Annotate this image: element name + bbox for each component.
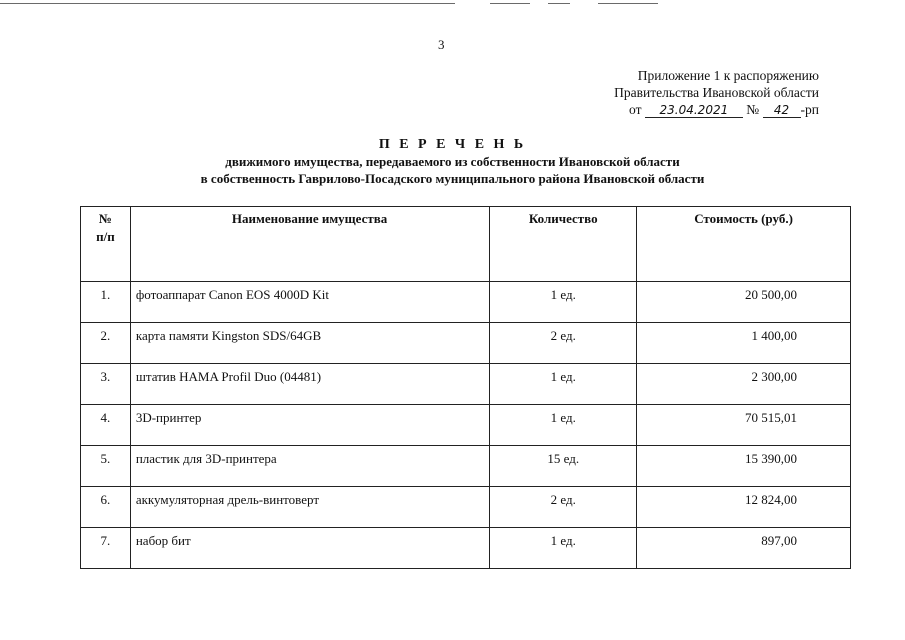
- row-name: фотоаппарат Canon EOS 4000D Kit: [130, 282, 490, 323]
- row-number: 1.: [81, 282, 131, 323]
- table-row: [81, 364, 851, 405]
- row-cost: 70 515,01: [637, 405, 851, 446]
- row-name: штатив HAMA Profil Duo (04481): [130, 364, 490, 405]
- scan-artifact-line: [490, 3, 530, 4]
- from-label: от: [629, 102, 642, 117]
- page-number: 3: [438, 37, 445, 52]
- header-number: [81, 207, 131, 282]
- appendix-block: [614, 67, 819, 118]
- number-label: №: [746, 102, 760, 117]
- row-number: 6.: [81, 487, 131, 528]
- row-quantity: 1 ед.: [490, 364, 637, 405]
- table-row: [81, 282, 851, 323]
- header-name: Наименование имущества: [130, 207, 490, 282]
- property-table: [80, 206, 851, 569]
- table-row: [81, 487, 851, 528]
- row-quantity: 15 ед.: [490, 446, 637, 487]
- appendix-line-2: Правительства Ивановской области: [614, 85, 819, 100]
- order-line: [614, 101, 819, 118]
- row-name: аккумуляторная дрель-винтоверт: [130, 487, 490, 528]
- document-subtitle-line-1: движимого имущества, передаваемого из собственности Ивановской области: [225, 154, 680, 169]
- row-cost: 20 500,00: [637, 282, 851, 323]
- row-quantity: 2 ед.: [490, 323, 637, 364]
- row-quantity: 1 ед.: [490, 528, 637, 569]
- row-number: 5.: [81, 446, 131, 487]
- row-number: 3.: [81, 364, 131, 405]
- row-name: пластик для 3D-принтера: [130, 446, 490, 487]
- row-cost: 12 824,00: [637, 487, 851, 528]
- appendix-line-1: Приложение 1 к распоряжению: [637, 68, 819, 83]
- table-row: [81, 446, 851, 487]
- row-cost: 897,00: [637, 528, 851, 569]
- header-number-line-2: п/п: [96, 229, 115, 244]
- row-name: набор бит: [130, 528, 490, 569]
- header-number-line-1: №: [98, 211, 112, 226]
- table-row: [81, 405, 851, 446]
- row-number: 2.: [81, 323, 131, 364]
- title-block: [0, 136, 905, 187]
- header-quantity: Количество: [490, 207, 637, 282]
- header-cost: Стоимость (руб.): [637, 207, 851, 282]
- table-row: [81, 323, 851, 364]
- row-quantity: 1 ед.: [490, 282, 637, 323]
- scan-artifact-line: [598, 3, 658, 4]
- row-cost: 15 390,00: [637, 446, 851, 487]
- row-name: 3D-принтер: [130, 405, 490, 446]
- handwritten-date: 23.04.2021: [645, 103, 743, 118]
- row-name: карта памяти Kingston SDS/64GB: [130, 323, 490, 364]
- row-number: 4.: [81, 405, 131, 446]
- row-cost: 1 400,00: [637, 323, 851, 364]
- row-quantity: 2 ед.: [490, 487, 637, 528]
- row-quantity: 1 ед.: [490, 405, 637, 446]
- scan-artifact-line: [548, 3, 570, 4]
- document-title: П Е Р Е Ч Е Н Ь: [378, 137, 527, 152]
- row-cost: 2 300,00: [637, 364, 851, 405]
- row-number: 7.: [81, 528, 131, 569]
- scan-artifact-line: [0, 3, 455, 4]
- document-subtitle-line-2: в собственность Гаврилово-Посадского муниципального района Ивановской области: [200, 171, 705, 186]
- order-suffix: -рп: [800, 102, 819, 117]
- table-row: [81, 528, 851, 569]
- handwritten-number: 42: [763, 103, 801, 118]
- table-header-row: [81, 207, 851, 282]
